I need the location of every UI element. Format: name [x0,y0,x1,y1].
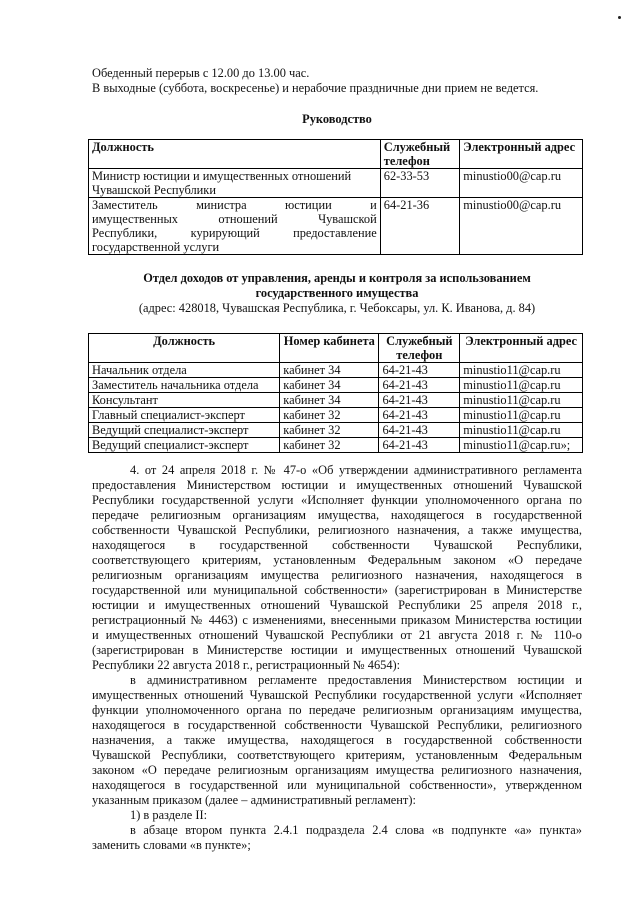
position-cell [89,169,381,198]
body-line: 1) в разделе II: [130,808,208,822]
body-line: юстиции и имущественных отношений Чувашской Республики 25 апреля 2018 г., [92,598,582,612]
body-line: находящегося в государственной собственности Чувашской Республики, [92,538,582,552]
header-email: Электронный адрес [460,334,583,363]
body-line: назначения, а также имущества, находящегося в государственной собственности [92,733,582,747]
phone-cell: 64-21-43 [379,378,460,393]
weekend-line: В выходные (суббота, воскресенье) и нерабочие праздничные дни прием не ведется. [92,81,539,95]
body-line: функции уполномоченного органа по передаче религиозным организациям имущества, [92,703,582,717]
email-cell: minustio11@cap.ru [460,378,583,393]
position-line: Министр юстиции и имущественных отношений [92,169,352,183]
phone-cell: 62-33-53 [380,169,459,198]
room-cell: кабинет 34 [280,393,379,408]
email-cell: minustio11@cap.ru [460,393,583,408]
header-email: Электронный адрес [460,140,583,169]
department-title [92,271,582,301]
department-table [88,333,583,453]
room-cell: кабинет 34 [280,378,379,393]
lunch-break-line: Обеденный перерыв с 12.00 до 13.00 час. [92,66,310,80]
phone-cell: 64-21-43 [379,438,460,453]
table-row [89,438,583,453]
leadership-table [88,139,583,255]
body-line: находящегося в государственной собственности Чувашской Республики, религиозного [92,718,582,732]
table-row [89,363,583,378]
position-cell: Ведущий специалист-эксперт [89,438,280,453]
position-cell [89,198,381,255]
body-line: предоставления Министерством юстиции и имущественных отношений Чувашской [92,478,582,492]
intro-text [92,66,582,96]
department-title-line: Отдел доходов от управления, аренды и контроля за использованием [143,271,531,285]
body-line: и имущественных отношений Чувашской Республики от 21 августа 2018 г. № 110-о [92,628,582,642]
email-cell: minustio11@cap.ru [460,408,583,423]
body-line: Республики 22 августа 2018 г., регистрационный № 4654): [92,658,401,672]
body-line: находящегося в государственной или муниципальной собственности», утвержденном [92,778,582,792]
body-line: регистрационный № 4463) с изменениями, внесенными приказом Министерства юстиции [92,613,582,627]
body-line: заменить словами «в пункте»; [92,838,251,852]
department-rows [89,363,583,453]
body-line: (зарегистрирован в Министерстве юстиции и имущественных отношений Чувашской [92,643,582,657]
phone-cell: 64-21-36 [380,198,459,255]
leadership-heading: Руководство [302,112,372,126]
email-cell: minustio00@cap.ru [460,198,583,255]
body-line: указанным приказом (далее – административный регламент): [92,793,416,807]
table-row [89,378,583,393]
body-line: в административном регламенте предоставления Министерством юстиции и [130,673,582,687]
phone-cell: 64-21-43 [379,363,460,378]
room-cell: кабинет 32 [280,423,379,438]
body-line: Чувашской Республики, соответствующего критериям, установленным Федеральным [92,748,582,762]
body-line: 4. от 24 апреля 2018 г. № 47-о «Об утверждении административного регламента [130,463,582,477]
phone-cell: 64-21-43 [379,408,460,423]
phone-cell: 64-21-43 [379,423,460,438]
body-line: законом «О передаче религиозным организациям имущества религиозного назначения, [92,763,582,777]
body-text [92,463,582,853]
body-line: Республики государственной услуги «Исполняет функции уполномоченного органа по [92,493,582,507]
email-cell: minustio11@cap.ru [460,423,583,438]
table-row [89,169,583,198]
position-line: Республики, курирующий предоставление [92,226,377,240]
position-cell: Ведущий специалист-эксперт [89,423,280,438]
department-address: (адрес: 428018, Чувашская Республика, г. Чебоксары, ул. К. Иванова, д. 84) [138,301,536,315]
position-cell: Заместитель начальника отдела [89,378,280,393]
room-cell: кабинет 32 [280,408,379,423]
body-line: соответствующего критериям, установленным Федеральным законом «О передаче [92,553,582,567]
position-line: Чувашской Республики [92,183,216,197]
room-cell: кабинет 34 [280,363,379,378]
table-row [89,408,583,423]
email-cell: minustio11@cap.ru [460,363,583,378]
position-cell: Начальник отдела [89,363,280,378]
table-header-row [89,334,583,363]
position-cell: Главный специалист-эксперт [89,408,280,423]
body-line: в абзаце втором пункта 2.4.1 подраздела 2.4 слова «в подпункте «а» пункта» [130,823,582,837]
header-position: Должность [89,334,280,363]
phone-cell: 64-21-43 [379,393,460,408]
table-row [89,423,583,438]
body-line: имущественных отношений Чувашской Республики государственной услуги «Исполняет [92,688,582,702]
body-line: собственности Чувашской Республики, религиозного назначения, а также имущества, [92,523,582,537]
room-cell: кабинет 32 [280,438,379,453]
body-line: религиозным организациям имущества религиозного назначения, находящегося в [92,568,582,582]
header-phone: Служебный телефон [379,334,460,363]
header-room: Номер кабинета [280,334,379,363]
table-row [89,198,583,255]
position-line: имущественных отношений Чувашской [92,212,377,226]
header-position: Должность [89,140,381,169]
table-header-row [89,140,583,169]
position-line: государственной услуги [92,240,220,254]
position-cell: Консультант [89,393,280,408]
body-line: государственной или муниципальной собственности» (зарегистрирован в Министерстве [92,583,582,597]
body-line: передаче религиозным организациям имущества, находящегося в государственной [92,508,582,522]
scan-speck [618,16,621,19]
department-title-line: государственного имущества [255,286,419,300]
header-phone: Служебный телефон [380,140,459,169]
email-cell: minustio00@cap.ru [460,169,583,198]
table-row [89,393,583,408]
email-cell: minustio11@cap.ru»; [460,438,583,453]
position-line: Заместитель министра юстиции и [92,198,377,212]
